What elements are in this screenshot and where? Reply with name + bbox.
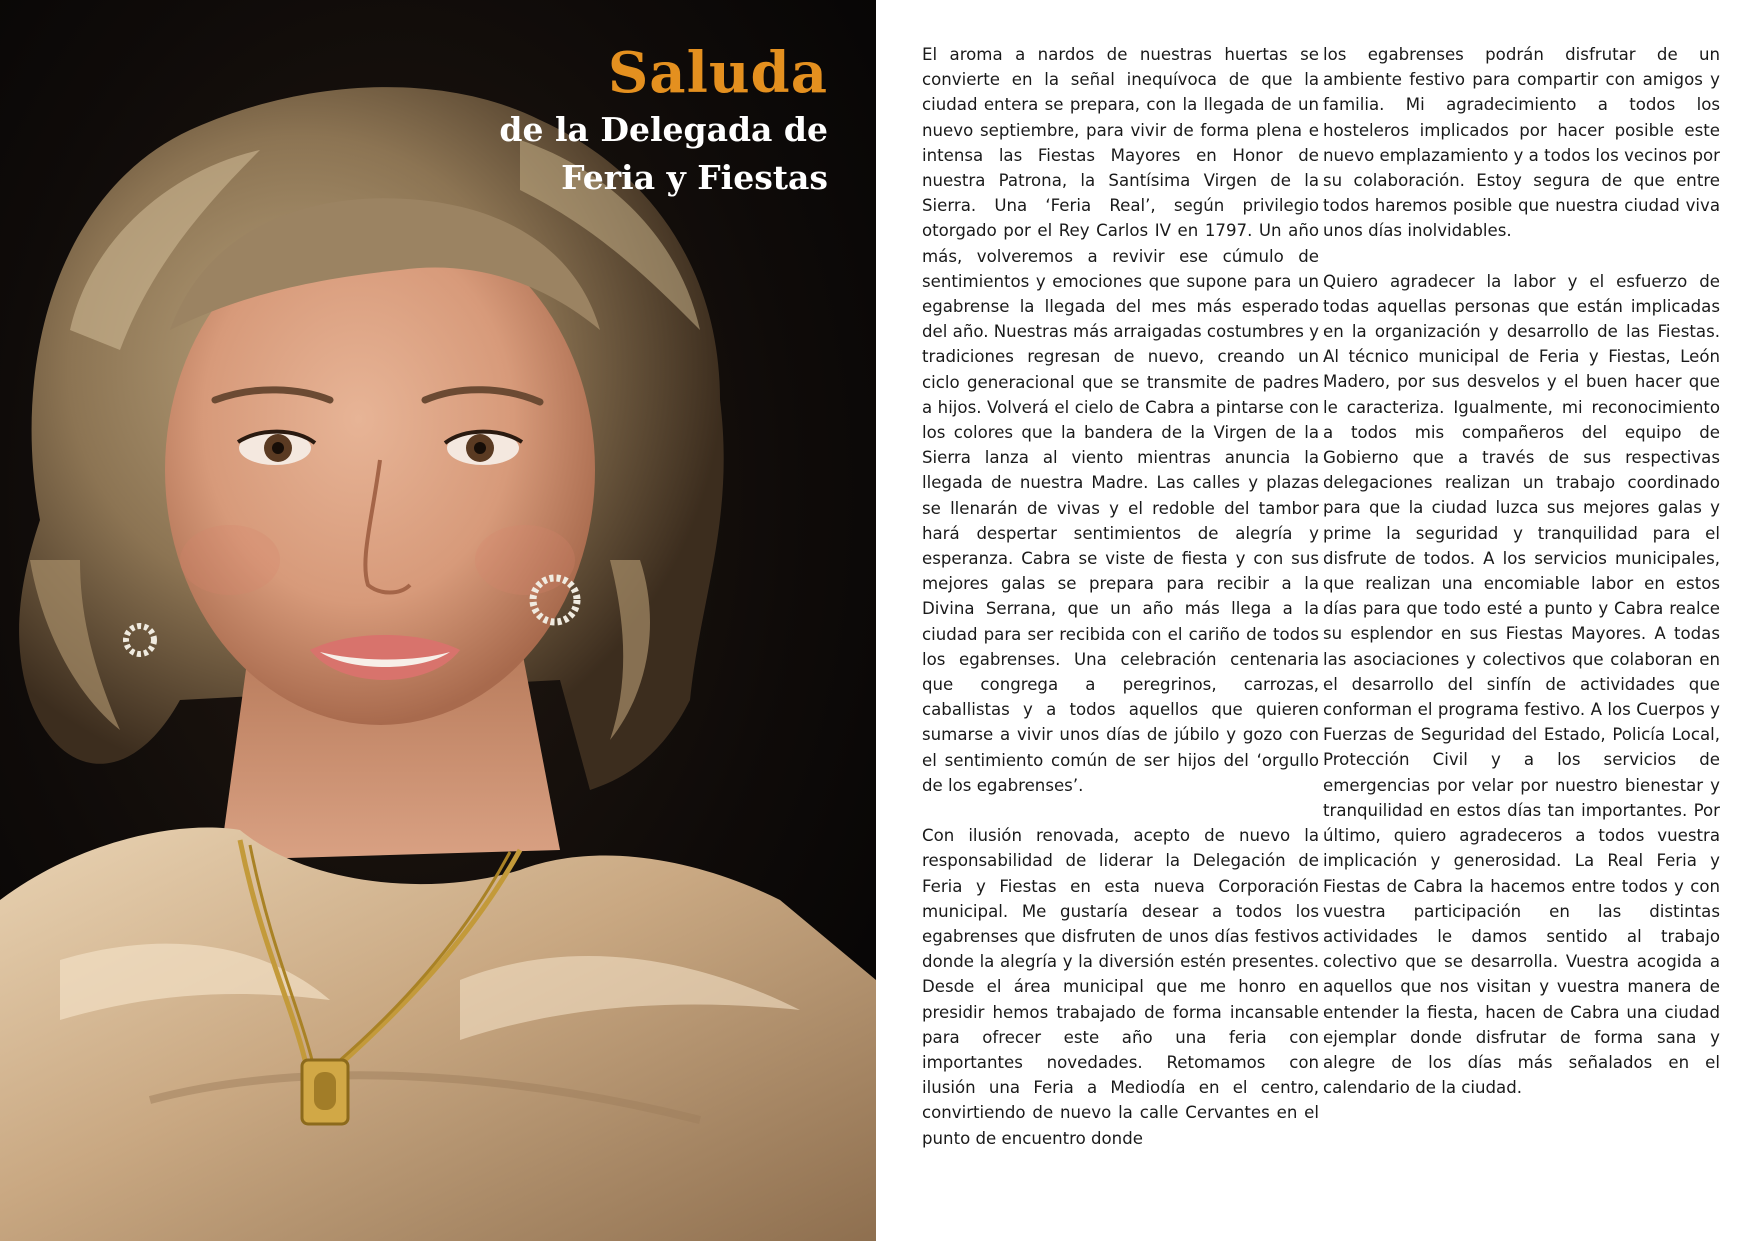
title-block: [499, 40, 828, 202]
page-subtitle-line-1: de la Delegada de: [499, 110, 828, 149]
page-subtitle-line-2: Feria y Fiestas: [561, 158, 828, 197]
paragraph: los egabrenses podrán disfrutar de un ambiente festivo para compartir con amigos y familia. Mi agradecimiento a todos los hosteleros implicados por hacer posible este nuevo emplazamiento y a todos los vecinos por su colaboración. Estoy segura de que entre todos haremos posible que nuestra ciudad viva unos días inolvidables.: [1323, 45, 1720, 241]
text-column-left: [922, 42, 1319, 1176]
paragraph: El aroma a nardos de nuestras huertas se convierte en la señal inequívoca de que la ciudad entera se prepara, con la llegada de un nuevo septiembre, para vivir de forma plena e intensa las Fiestas Mayores en Honor de nuestra Patrona, la Santísima Virgen de la Sierra. Una ‘Feria Real’, según privilegio otorgado por el Rey Carlos IV en 1797. Un año más, volveremos a revivir ese cúmulo de sentimientos y emociones que supone para un egabrense la llegada del mes más esperado del año. Nuestras más arraigadas costumbres y tradiciones regresan de nuevo, creando un ciclo generacional que se transmite de padres a hijos. Volverá el cielo de Cabra a pintarse con los colores que la bandera de la Virgen de la Sierra lanza al viento mientras anuncia la llegada de nuestra Madre. Las calles y plazas se llenarán de vivas y el redoble del tambor hará despertar sentimientos de alegría y esperanza. Cabra se viste de fiesta y con sus mejores galas se prepara para recibir a la Divina Serrana, que un año más llega a la ciudad para ser recibida con el cariño de todos los egabrenses. Una celebración centenaria que congrega a peregrinos, carrozas, caballistas y a todos aquellos que quieren sumarse a vivir unos días de júbilo y gozo con el sentimiento común de ser hijos del ‘orgullo de los egabrenses’.: [922, 45, 1319, 795]
paragraph: Quiero agradecer la labor y el esfuerzo de todas aquellas personas que están implicadas en la organización y desarrollo de las Fiestas. Al técnico municipal de Feria y Fiestas, León Madero, por sus desvelos y el buen hacer que le caracteriza. Igualmente, mi reconocimiento a todos mis compañeros del equipo de Gobierno que a través de sus respectivas delegaciones realizan un trabajo coordinado para que la ciudad luzca sus mejores galas y prime la seguridad y tranquilidad para el disfrute de todos. A los servicios municipales, que realizan una encomiable labor en estos días para que todo esté a punto y Cabra realce su esplendor en sus Fiestas Mayores. A todas las asociaciones y colectivos que colaboran en el desarrollo del sinfín de actividades que conforman el programa festivo. A los Cuerpos y Fuerzas de Seguridad del Estado, Policía Local, Protección Civil y a los servicios de emergencias por velar por nuestro bienestar y tranquilidad en estos días tan importantes. Por último, quiero agradeceros a todos vuestra implicación y generosidad. La Real Feria y Fiestas de Cabra la hacemos entre todos y con vuestra participación en las distintas actividades le damos sentido al trabajo colectivo que se desarrolla. Vuestra acogida a aquellos que nos visitan y vuestra manera de entender la fiesta, hacen de Cabra una ciudad ejemplar donde disfrutar de forma sana y alegre de los días más señalados en el calendario de la ciudad.: [1323, 271, 1720, 1098]
page-title: Saluda: [607, 40, 828, 106]
text-column-right: [1323, 42, 1720, 1125]
paragraph: Con ilusión renovada, acepto de nuevo la responsabilidad de liderar la Delegación de Feria y Fiestas en esta nueva Corporación municipal. Me gustaría desear a todos los egabrenses que disfruten de unos días festivos donde la alegría y la diversión estén presentes. Desde el área municipal que me honro en presidir hemos trabajado de forma incansable para ofrecer este año una feria con importantes novedades. Retomamos con ilusión una Feria a Mediodía en el centro, convirtiendo de nuevo la calle Cervantes en el punto de encuentro donde: [922, 826, 1319, 1148]
